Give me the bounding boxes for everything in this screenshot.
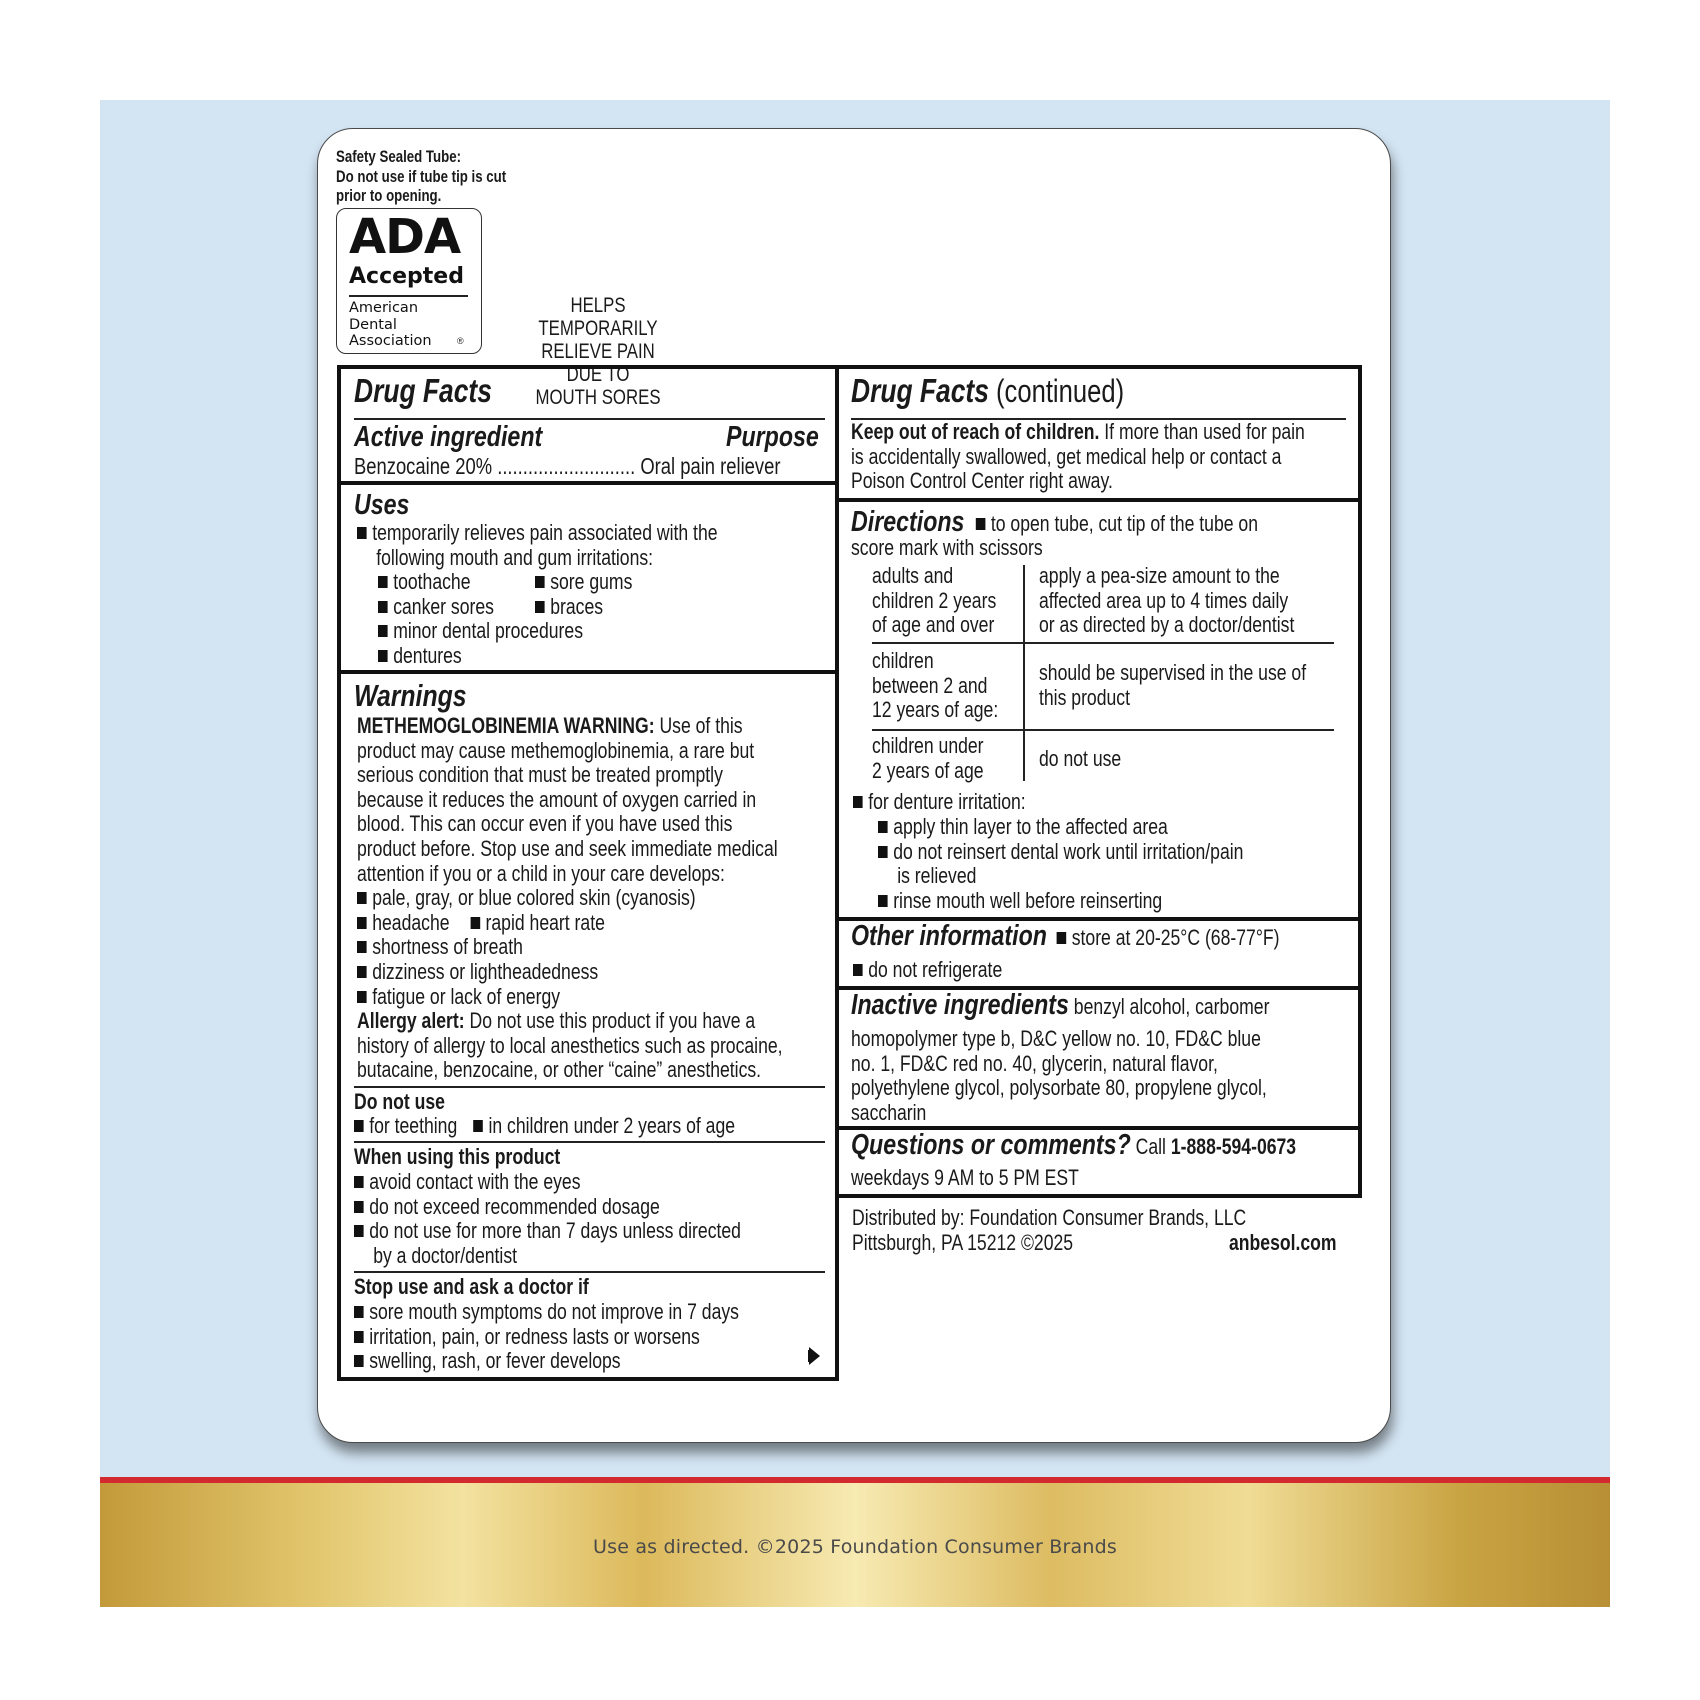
table-cell-line: this product — [1039, 684, 1130, 710]
other-information — [851, 920, 1280, 952]
rule — [354, 1086, 825, 1088]
denture-item: do not reinsert dental work until irritation/pain — [893, 838, 1244, 864]
table-cell-line: do not use — [1039, 746, 1122, 771]
ada-accepted-text: Accepted — [349, 264, 464, 289]
meth-line: serious condition that must be treated promptly — [357, 762, 723, 788]
bullet-icon — [1057, 932, 1067, 944]
bullet-icon — [357, 991, 367, 1003]
ada-assoc-line: American — [349, 300, 419, 316]
directions-title: Directions — [851, 506, 965, 538]
uses-item: toothache — [393, 569, 471, 594]
stop-use-items — [354, 1300, 739, 1374]
do-not-use-title: Do not use — [354, 1089, 445, 1114]
other-info-line2 — [853, 958, 1002, 983]
table-cell-line: 12 years of age: — [872, 697, 999, 723]
phone-number: 1-888-594-0673 — [1170, 1134, 1297, 1159]
rule — [354, 1141, 825, 1143]
bullet-icon — [878, 846, 888, 858]
meth-line: product before. Stop use and seek immediate medical — [357, 835, 778, 861]
bullet-icon — [378, 576, 388, 588]
uses-line: following mouth and gum irritations: — [376, 544, 654, 570]
when-using-items — [354, 1170, 741, 1268]
uses-item: canker sores — [393, 593, 494, 619]
bullet-icon — [354, 1225, 364, 1237]
meth-label: METHEMOGLOBINEMIA WARNING: — [357, 713, 655, 738]
symptom-item: dizziness or lightheadedness — [372, 958, 599, 984]
bullet-icon — [357, 892, 367, 904]
symptom-item: rapid heart rate — [485, 909, 605, 935]
drug-facts-title: Drug Facts — [354, 372, 492, 409]
table-what-cell — [1039, 747, 1121, 772]
inactive-line: no. 1, FD&C red no. 40, glycerin, natural flavor, — [851, 1050, 1218, 1076]
questions-comments — [851, 1129, 1297, 1161]
allergy-line: history of allergy to local anesthetics such as procaine, — [357, 1032, 783, 1058]
ada-association-text — [349, 300, 432, 350]
table-row-divider — [872, 642, 1334, 644]
inactive-ingredients — [851, 989, 1270, 1021]
other-info-item: store at 20-25°C (68-77°F) — [1071, 925, 1280, 950]
section-divider — [337, 481, 839, 485]
uses-title: Uses — [354, 489, 410, 521]
other-info-item: do not refrigerate — [868, 957, 1003, 982]
safety-seal-note — [336, 147, 506, 206]
helps-line: RELIEVE PAIN DUE TO — [541, 340, 655, 386]
meth-line: product may cause methemoglobinemia, a rare but — [357, 737, 755, 763]
keep-out-of-reach — [851, 420, 1305, 494]
table-cell-line: adults and — [872, 563, 954, 588]
seal-line: Safety Sealed Tube: — [336, 147, 462, 166]
stop-use-item: irritation, pain, or redness lasts or worsens — [369, 1323, 700, 1349]
bullet-icon — [354, 1176, 364, 1188]
distributor-line: Distributed by: Foundation Consumer Brands, LLC — [852, 1205, 1247, 1230]
footer-text: Use as directed. ©2025 Foundation Consumer Brands — [593, 1536, 1117, 1558]
ada-accepted-seal — [336, 208, 482, 354]
uses-item: minor dental procedures — [393, 618, 583, 644]
when-using-item: do not use for more than 7 days unless directed — [369, 1218, 741, 1244]
questions-hours: weekdays 9 AM to 5 PM EST — [851, 1165, 1079, 1190]
stop-use-item: sore mouth symptoms do not improve in 7 days — [369, 1299, 739, 1324]
uses-item: dentures — [393, 642, 462, 668]
stop-use-title: Stop use and ask a doctor if — [354, 1274, 589, 1299]
table-what-cell — [1039, 661, 1306, 710]
allergy-line: butacaine, benzocaine, or other “caine” anesthetics. — [357, 1057, 762, 1083]
inactive-line: benzyl alcohol, carbomer — [1068, 994, 1270, 1019]
bullet-icon — [357, 966, 367, 978]
directions-line: score mark with scissors — [851, 535, 1043, 560]
other-info-title: Other information — [851, 920, 1047, 952]
uses-line: temporarily relieves pain associated with the — [372, 520, 718, 545]
bullet-icon — [853, 796, 863, 808]
table-cell-line: children 2 years — [872, 587, 997, 613]
website-text: anbesol.com — [1229, 1230, 1337, 1255]
bullet-icon — [853, 964, 863, 976]
keep-line: Poison Control Center right away. — [851, 468, 1113, 494]
bullet-icon — [976, 518, 986, 530]
denture-item: rinse mouth well before reinserting — [893, 887, 1163, 913]
continue-arrow-icon — [809, 1347, 820, 1365]
uses-item: sore gums — [550, 569, 633, 594]
bullet-icon — [535, 576, 545, 588]
when-using-title: When using this product — [354, 1144, 561, 1169]
bullet-icon — [473, 1120, 483, 1132]
rule — [354, 1271, 825, 1273]
keep-label: Keep out of reach of children. — [851, 419, 1100, 444]
table-who-cell — [872, 649, 998, 723]
bullet-icon — [354, 1355, 364, 1367]
uses-text — [357, 521, 718, 570]
continued-text: (continued) — [988, 373, 1125, 409]
directions-header — [851, 506, 1258, 538]
meth-line: blood. This can occur even if you have used this — [357, 811, 733, 837]
section-divider — [835, 498, 1362, 502]
inactive-line: saccharin — [851, 1099, 927, 1125]
uses-item: braces — [550, 593, 604, 619]
inactive-ingredients-body — [851, 1027, 1267, 1125]
table-cell-line: between 2 and — [872, 672, 988, 698]
ada-logo-text: ADA — [349, 209, 461, 265]
inactive-line: homopolymer type b, D&C yellow no. 10, FD&C blue — [851, 1026, 1261, 1051]
seal-line: prior to opening. — [336, 186, 442, 205]
denture-heading: for denture irritation: — [868, 789, 1026, 814]
table-cell-line: or as directed by a doctor/dentist — [1039, 612, 1295, 638]
questions-title: Questions or comments? — [851, 1129, 1131, 1161]
bullet-icon — [378, 650, 388, 662]
table-cell-line: 2 years of age — [872, 757, 984, 783]
allergy-line: Do not use this product if you have a — [464, 1008, 756, 1034]
helps-line: MOUTH SORES — [535, 386, 661, 409]
distributor-line: Pittsburgh, PA 15212 ©2025 — [852, 1229, 1074, 1255]
bullet-icon — [354, 1201, 364, 1213]
bullet-icon — [878, 895, 888, 907]
drug-facts-title: Drug Facts — [851, 372, 989, 409]
bullet-icon — [354, 1120, 364, 1132]
active-ingredient-header: Active ingredient — [354, 421, 543, 453]
bullet-icon — [878, 821, 888, 833]
table-what-cell — [1039, 564, 1294, 638]
allergy-label: Allergy alert: — [357, 1008, 465, 1034]
ada-assoc-line: Dental — [349, 316, 397, 333]
symptom-item: pale, gray, or blue colored skin (cyanosis) — [372, 885, 696, 911]
bullet-icon — [354, 1331, 364, 1343]
do-not-use-item: for teething — [369, 1113, 458, 1138]
table-cell-line: children under — [872, 733, 984, 758]
inactive-title: Inactive ingredients — [851, 989, 1069, 1021]
keep-line: If more than used for pain — [1099, 419, 1305, 444]
table-row-divider — [872, 729, 1334, 731]
table-who-cell — [872, 564, 996, 638]
uses-items-col2 — [535, 570, 632, 619]
questions-call: Call — [1130, 1134, 1171, 1159]
table-cell-line: should be supervised in the use of — [1039, 660, 1307, 685]
bullet-icon — [357, 917, 367, 929]
helps-line: HELPS TEMPORARILY — [538, 294, 658, 340]
stop-use-item: swelling, rash, or fever develops — [369, 1348, 621, 1374]
meth-line: Use of this — [654, 713, 743, 738]
title-rule — [354, 418, 825, 420]
purpose-header: Purpose — [726, 421, 819, 453]
bullet-icon — [354, 1306, 364, 1318]
when-using-cont: by a doctor/dentist — [373, 1242, 518, 1268]
do-not-use-item: in children under 2 years of age — [488, 1113, 736, 1138]
active-ingredient-row: Benzocaine 20% ........................... Oral pain reliever — [354, 453, 781, 479]
inactive-line: polyethylene glycol, polysorbate 80, propylene glycol, — [851, 1075, 1267, 1101]
seal-line: Do not use if tube tip is cut — [336, 166, 507, 186]
meth-line: because it reduces the amount of oxygen carried in — [357, 786, 757, 812]
symptom-item: headache — [372, 909, 450, 935]
bullet-icon — [357, 527, 367, 539]
meth-line: attention if you or a child in your care develops: — [357, 860, 725, 886]
bullet-icon — [378, 625, 388, 637]
bullet-icon — [535, 601, 545, 613]
table-column-divider — [1023, 565, 1025, 781]
ada-assoc-line: Association — [349, 333, 432, 349]
methemoglobinemia-warning — [357, 714, 783, 1083]
denture-section — [853, 790, 1026, 815]
table-who-cell — [872, 734, 984, 783]
table-cell-line: affected area up to 4 times daily — [1039, 587, 1289, 613]
drug-facts-continued-title — [851, 373, 1124, 409]
registered-mark: ® — [457, 336, 464, 346]
section-divider — [337, 670, 839, 674]
when-using-item: avoid contact with the eyes — [369, 1169, 581, 1194]
table-cell-line: children — [872, 648, 934, 673]
symptom-item: fatigue or lack of energy — [372, 983, 561, 1009]
warnings-title: Warnings — [354, 678, 467, 713]
table-cell-line: apply a pea-size amount to the — [1039, 563, 1280, 588]
keep-line: is accidentally swallowed, get medical help or contact a — [851, 443, 1282, 469]
distributor-info — [852, 1206, 1246, 1255]
do-not-use-items — [354, 1114, 735, 1139]
denture-item-cont: is relieved — [897, 863, 977, 889]
when-using-item: do not exceed recommended dosage — [369, 1193, 660, 1219]
denture-item: apply thin layer to the affected area — [893, 814, 1168, 839]
table-cell-line: of age and over — [872, 612, 995, 638]
symptom-item: shortness of breath — [372, 934, 523, 960]
bullet-icon — [357, 941, 367, 953]
denture-items — [878, 815, 1243, 913]
bullet-icon — [378, 601, 388, 613]
bullet-icon — [470, 917, 480, 929]
directions-line: to open tube, cut tip of the tube on — [990, 511, 1258, 536]
ada-divider — [349, 295, 468, 297]
